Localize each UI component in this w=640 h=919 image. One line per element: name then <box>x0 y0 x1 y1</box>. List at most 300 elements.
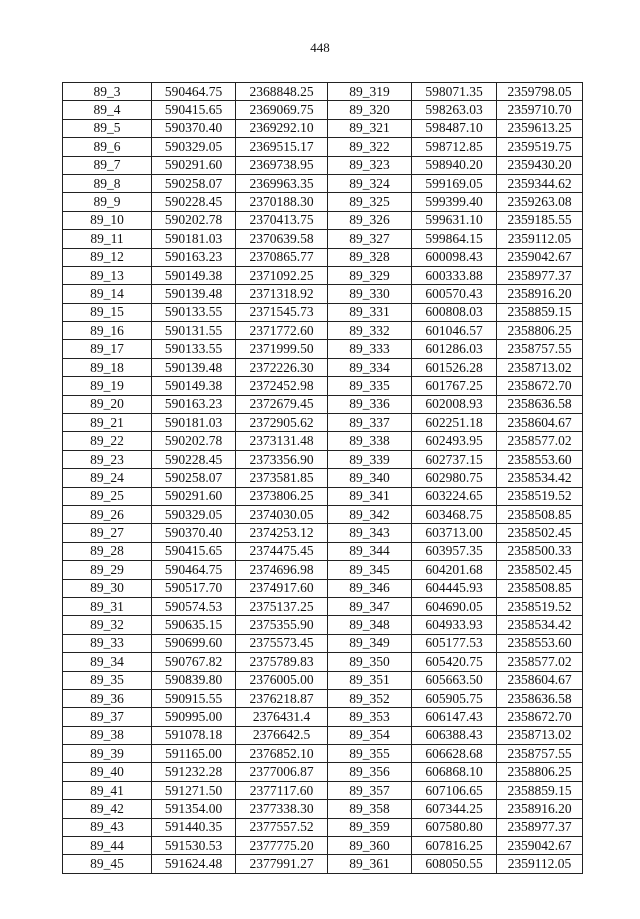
point-id-cell: 89_44 <box>63 837 152 855</box>
y-coordinate-cell: 2376852.10 <box>236 745 328 763</box>
x-coordinate-cell: 590139.48 <box>152 358 236 376</box>
y-coordinate-cell: 2358672.70 <box>497 708 583 726</box>
y-coordinate-cell: 2373581.85 <box>236 469 328 487</box>
point-id-cell: 89_31 <box>63 597 152 615</box>
point-id-cell: 89_319 <box>328 83 412 101</box>
x-coordinate-cell: 590517.70 <box>152 579 236 597</box>
y-coordinate-cell: 2372452.98 <box>236 377 328 395</box>
table-row <box>63 395 583 413</box>
y-coordinate-cell: 2377117.60 <box>236 781 328 799</box>
point-id-cell: 89_342 <box>328 505 412 523</box>
x-coordinate-cell: 590139.48 <box>152 285 236 303</box>
x-coordinate-cell: 603957.35 <box>412 542 497 560</box>
point-id-cell: 89_323 <box>328 156 412 174</box>
y-coordinate-cell: 2358508.85 <box>497 505 583 523</box>
y-coordinate-cell: 2375789.83 <box>236 653 328 671</box>
point-id-cell: 89_42 <box>63 800 152 818</box>
table-row <box>63 248 583 266</box>
coordinates-table-body <box>63 83 583 874</box>
y-coordinate-cell: 2371772.60 <box>236 322 328 340</box>
y-coordinate-cell: 2359185.55 <box>497 211 583 229</box>
x-coordinate-cell: 590228.45 <box>152 450 236 468</box>
x-coordinate-cell: 598263.03 <box>412 101 497 119</box>
point-id-cell: 89_37 <box>63 708 152 726</box>
point-id-cell: 89_24 <box>63 469 152 487</box>
x-coordinate-cell: 606388.43 <box>412 726 497 744</box>
x-coordinate-cell: 602493.95 <box>412 432 497 450</box>
x-coordinate-cell: 590133.55 <box>152 340 236 358</box>
table-row <box>63 634 583 652</box>
point-id-cell: 89_5 <box>63 119 152 137</box>
x-coordinate-cell: 590228.45 <box>152 193 236 211</box>
y-coordinate-cell: 2358553.60 <box>497 450 583 468</box>
point-id-cell: 89_13 <box>63 266 152 284</box>
y-coordinate-cell: 2358534.42 <box>497 469 583 487</box>
y-coordinate-cell: 2358519.52 <box>497 597 583 615</box>
point-id-cell: 89_360 <box>328 837 412 855</box>
x-coordinate-cell: 590291.60 <box>152 487 236 505</box>
point-id-cell: 89_27 <box>63 524 152 542</box>
table-row <box>63 230 583 248</box>
x-coordinate-cell: 607816.25 <box>412 837 497 855</box>
table-row <box>63 689 583 707</box>
point-id-cell: 89_340 <box>328 469 412 487</box>
point-id-cell: 89_9 <box>63 193 152 211</box>
page-number: 448 <box>310 40 330 55</box>
point-id-cell: 89_14 <box>63 285 152 303</box>
point-id-cell: 89_349 <box>328 634 412 652</box>
y-coordinate-cell: 2358604.67 <box>497 671 583 689</box>
y-coordinate-cell: 2358508.85 <box>497 579 583 597</box>
table-row <box>63 101 583 119</box>
y-coordinate-cell: 2358502.45 <box>497 524 583 542</box>
y-coordinate-cell: 2377557.52 <box>236 818 328 836</box>
y-coordinate-cell: 2358534.42 <box>497 616 583 634</box>
y-coordinate-cell: 2359112.05 <box>497 230 583 248</box>
point-id-cell: 89_41 <box>63 781 152 799</box>
x-coordinate-cell: 602980.75 <box>412 469 497 487</box>
table-row <box>63 83 583 101</box>
x-coordinate-cell: 605420.75 <box>412 653 497 671</box>
y-coordinate-cell: 2359344.62 <box>497 174 583 192</box>
point-id-cell: 89_332 <box>328 322 412 340</box>
x-coordinate-cell: 590131.55 <box>152 322 236 340</box>
x-coordinate-cell: 590699.60 <box>152 634 236 652</box>
y-coordinate-cell: 2368848.25 <box>236 83 328 101</box>
point-id-cell: 89_345 <box>328 561 412 579</box>
point-id-cell: 89_17 <box>63 340 152 358</box>
x-coordinate-cell: 604690.05 <box>412 597 497 615</box>
x-coordinate-cell: 590767.82 <box>152 653 236 671</box>
x-coordinate-cell: 598071.35 <box>412 83 497 101</box>
table-row <box>63 119 583 137</box>
x-coordinate-cell: 604445.93 <box>412 579 497 597</box>
table-row <box>63 432 583 450</box>
table-row <box>63 487 583 505</box>
x-coordinate-cell: 602737.15 <box>412 450 497 468</box>
y-coordinate-cell: 2372226.30 <box>236 358 328 376</box>
y-coordinate-cell: 2377006.87 <box>236 763 328 781</box>
point-id-cell: 89_333 <box>328 340 412 358</box>
x-coordinate-cell: 598712.85 <box>412 138 497 156</box>
y-coordinate-cell: 2359710.70 <box>497 101 583 119</box>
y-coordinate-cell: 2374917.60 <box>236 579 328 597</box>
y-coordinate-cell: 2358713.02 <box>497 358 583 376</box>
y-coordinate-cell: 2358757.55 <box>497 745 583 763</box>
y-coordinate-cell: 2358502.45 <box>497 561 583 579</box>
y-coordinate-cell: 2358916.20 <box>497 285 583 303</box>
x-coordinate-cell: 607580.80 <box>412 818 497 836</box>
point-id-cell: 89_23 <box>63 450 152 468</box>
point-id-cell: 89_33 <box>63 634 152 652</box>
point-id-cell: 89_344 <box>328 542 412 560</box>
table-row <box>63 469 583 487</box>
table-row <box>63 818 583 836</box>
point-id-cell: 89_352 <box>328 689 412 707</box>
point-id-cell: 89_361 <box>328 855 412 873</box>
coordinates-table <box>62 82 583 874</box>
y-coordinate-cell: 2369515.17 <box>236 138 328 156</box>
x-coordinate-cell: 599399.40 <box>412 193 497 211</box>
point-id-cell: 89_40 <box>63 763 152 781</box>
table-row <box>63 616 583 634</box>
x-coordinate-cell: 601046.57 <box>412 322 497 340</box>
point-id-cell: 89_10 <box>63 211 152 229</box>
x-coordinate-cell: 591354.00 <box>152 800 236 818</box>
table-row <box>63 193 583 211</box>
point-id-cell: 89_16 <box>63 322 152 340</box>
point-id-cell: 89_36 <box>63 689 152 707</box>
point-id-cell: 89_359 <box>328 818 412 836</box>
y-coordinate-cell: 2358859.15 <box>497 781 583 799</box>
x-coordinate-cell: 605905.75 <box>412 689 497 707</box>
table-row <box>63 322 583 340</box>
table-row <box>63 303 583 321</box>
y-coordinate-cell: 2375355.90 <box>236 616 328 634</box>
y-coordinate-cell: 2374696.98 <box>236 561 328 579</box>
table-row <box>63 524 583 542</box>
point-id-cell: 89_29 <box>63 561 152 579</box>
y-coordinate-cell: 2377991.27 <box>236 855 328 873</box>
x-coordinate-cell: 590464.75 <box>152 83 236 101</box>
y-coordinate-cell: 2376431.4 <box>236 708 328 726</box>
y-coordinate-cell: 2373131.48 <box>236 432 328 450</box>
x-coordinate-cell: 604933.93 <box>412 616 497 634</box>
x-coordinate-cell: 606868.10 <box>412 763 497 781</box>
point-id-cell: 89_336 <box>328 395 412 413</box>
point-id-cell: 89_338 <box>328 432 412 450</box>
table-row <box>63 211 583 229</box>
table-row <box>63 450 583 468</box>
y-coordinate-cell: 2358916.20 <box>497 800 583 818</box>
x-coordinate-cell: 591232.28 <box>152 763 236 781</box>
y-coordinate-cell: 2376642.5 <box>236 726 328 744</box>
x-coordinate-cell: 590202.78 <box>152 432 236 450</box>
x-coordinate-cell: 608050.55 <box>412 855 497 873</box>
y-coordinate-cell: 2359430.20 <box>497 156 583 174</box>
y-coordinate-cell: 2372679.45 <box>236 395 328 413</box>
x-coordinate-cell: 591271.50 <box>152 781 236 799</box>
table-row <box>63 855 583 873</box>
x-coordinate-cell: 590149.38 <box>152 377 236 395</box>
point-id-cell: 89_341 <box>328 487 412 505</box>
y-coordinate-cell: 2377775.20 <box>236 837 328 855</box>
x-coordinate-cell: 598487.10 <box>412 119 497 137</box>
point-id-cell: 89_20 <box>63 395 152 413</box>
point-id-cell: 89_12 <box>63 248 152 266</box>
point-id-cell: 89_354 <box>328 726 412 744</box>
point-id-cell: 89_34 <box>63 653 152 671</box>
y-coordinate-cell: 2358859.15 <box>497 303 583 321</box>
x-coordinate-cell: 601767.25 <box>412 377 497 395</box>
point-id-cell: 89_7 <box>63 156 152 174</box>
table-row <box>63 781 583 799</box>
x-coordinate-cell: 590181.03 <box>152 230 236 248</box>
y-coordinate-cell: 2372905.62 <box>236 414 328 432</box>
point-id-cell: 89_328 <box>328 248 412 266</box>
x-coordinate-cell: 607344.25 <box>412 800 497 818</box>
table-row <box>63 340 583 358</box>
x-coordinate-cell: 590258.07 <box>152 469 236 487</box>
x-coordinate-cell: 591165.00 <box>152 745 236 763</box>
x-coordinate-cell: 590839.80 <box>152 671 236 689</box>
y-coordinate-cell: 2370865.77 <box>236 248 328 266</box>
point-id-cell: 89_348 <box>328 616 412 634</box>
x-coordinate-cell: 599631.10 <box>412 211 497 229</box>
y-coordinate-cell: 2358519.52 <box>497 487 583 505</box>
table-row <box>63 542 583 560</box>
table-row <box>63 414 583 432</box>
y-coordinate-cell: 2358977.37 <box>497 818 583 836</box>
point-id-cell: 89_18 <box>63 358 152 376</box>
y-coordinate-cell: 2358636.58 <box>497 395 583 413</box>
y-coordinate-cell: 2374030.05 <box>236 505 328 523</box>
y-coordinate-cell: 2358806.25 <box>497 322 583 340</box>
point-id-cell: 89_322 <box>328 138 412 156</box>
x-coordinate-cell: 604201.68 <box>412 561 497 579</box>
point-id-cell: 89_320 <box>328 101 412 119</box>
point-id-cell: 89_30 <box>63 579 152 597</box>
x-coordinate-cell: 590329.05 <box>152 138 236 156</box>
point-id-cell: 89_39 <box>63 745 152 763</box>
x-coordinate-cell: 605177.53 <box>412 634 497 652</box>
x-coordinate-cell: 603224.65 <box>412 487 497 505</box>
y-coordinate-cell: 2358636.58 <box>497 689 583 707</box>
y-coordinate-cell: 2359042.67 <box>497 248 583 266</box>
y-coordinate-cell: 2369292.10 <box>236 119 328 137</box>
point-id-cell: 89_346 <box>328 579 412 597</box>
y-coordinate-cell: 2375573.45 <box>236 634 328 652</box>
y-coordinate-cell: 2358806.25 <box>497 763 583 781</box>
x-coordinate-cell: 590995.00 <box>152 708 236 726</box>
x-coordinate-cell: 590181.03 <box>152 414 236 432</box>
point-id-cell: 89_337 <box>328 414 412 432</box>
y-coordinate-cell: 2359519.75 <box>497 138 583 156</box>
x-coordinate-cell: 590133.55 <box>152 303 236 321</box>
x-coordinate-cell: 602251.18 <box>412 414 497 432</box>
x-coordinate-cell: 590329.05 <box>152 505 236 523</box>
x-coordinate-cell: 600098.43 <box>412 248 497 266</box>
y-coordinate-cell: 2370413.75 <box>236 211 328 229</box>
point-id-cell: 89_8 <box>63 174 152 192</box>
table-row <box>63 837 583 855</box>
y-coordinate-cell: 2358553.60 <box>497 634 583 652</box>
y-coordinate-cell: 2377338.30 <box>236 800 328 818</box>
table-row <box>63 579 583 597</box>
point-id-cell: 89_358 <box>328 800 412 818</box>
table-row <box>63 285 583 303</box>
table-row <box>63 266 583 284</box>
y-coordinate-cell: 2374475.45 <box>236 542 328 560</box>
x-coordinate-cell: 591530.53 <box>152 837 236 855</box>
x-coordinate-cell: 591624.48 <box>152 855 236 873</box>
table-row <box>63 156 583 174</box>
table-row <box>63 708 583 726</box>
y-coordinate-cell: 2358757.55 <box>497 340 583 358</box>
x-coordinate-cell: 590574.53 <box>152 597 236 615</box>
point-id-cell: 89_347 <box>328 597 412 615</box>
point-id-cell: 89_339 <box>328 450 412 468</box>
x-coordinate-cell: 606147.43 <box>412 708 497 726</box>
y-coordinate-cell: 2369738.95 <box>236 156 328 174</box>
table-row <box>63 653 583 671</box>
x-coordinate-cell: 599169.05 <box>412 174 497 192</box>
x-coordinate-cell: 590915.55 <box>152 689 236 707</box>
y-coordinate-cell: 2358977.37 <box>497 266 583 284</box>
point-id-cell: 89_351 <box>328 671 412 689</box>
y-coordinate-cell: 2359112.05 <box>497 855 583 873</box>
point-id-cell: 89_356 <box>328 763 412 781</box>
x-coordinate-cell: 590149.38 <box>152 266 236 284</box>
x-coordinate-cell: 590202.78 <box>152 211 236 229</box>
x-coordinate-cell: 590291.60 <box>152 156 236 174</box>
point-id-cell: 89_334 <box>328 358 412 376</box>
point-id-cell: 89_321 <box>328 119 412 137</box>
x-coordinate-cell: 598940.20 <box>412 156 497 174</box>
point-id-cell: 89_35 <box>63 671 152 689</box>
x-coordinate-cell: 602008.93 <box>412 395 497 413</box>
y-coordinate-cell: 2359263.08 <box>497 193 583 211</box>
x-coordinate-cell: 590635.15 <box>152 616 236 634</box>
x-coordinate-cell: 603713.00 <box>412 524 497 542</box>
x-coordinate-cell: 590370.40 <box>152 524 236 542</box>
point-id-cell: 89_26 <box>63 505 152 523</box>
x-coordinate-cell: 590464.75 <box>152 561 236 579</box>
y-coordinate-cell: 2359042.67 <box>497 837 583 855</box>
x-coordinate-cell: 607106.65 <box>412 781 497 799</box>
point-id-cell: 89_343 <box>328 524 412 542</box>
table-row <box>63 763 583 781</box>
point-id-cell: 89_357 <box>328 781 412 799</box>
point-id-cell: 89_11 <box>63 230 152 248</box>
y-coordinate-cell: 2371545.73 <box>236 303 328 321</box>
point-id-cell: 89_43 <box>63 818 152 836</box>
table-row <box>63 138 583 156</box>
y-coordinate-cell: 2376005.00 <box>236 671 328 689</box>
table-row <box>63 174 583 192</box>
table-row <box>63 561 583 579</box>
x-coordinate-cell: 600570.43 <box>412 285 497 303</box>
x-coordinate-cell: 601286.03 <box>412 340 497 358</box>
x-coordinate-cell: 600333.88 <box>412 266 497 284</box>
x-coordinate-cell: 591078.18 <box>152 726 236 744</box>
y-coordinate-cell: 2370639.58 <box>236 230 328 248</box>
y-coordinate-cell: 2373806.25 <box>236 487 328 505</box>
x-coordinate-cell: 590415.65 <box>152 542 236 560</box>
y-coordinate-cell: 2358604.67 <box>497 414 583 432</box>
y-coordinate-cell: 2371092.25 <box>236 266 328 284</box>
point-id-cell: 89_28 <box>63 542 152 560</box>
point-id-cell: 89_6 <box>63 138 152 156</box>
y-coordinate-cell: 2370188.30 <box>236 193 328 211</box>
y-coordinate-cell: 2375137.25 <box>236 597 328 615</box>
point-id-cell: 89_21 <box>63 414 152 432</box>
y-coordinate-cell: 2376218.87 <box>236 689 328 707</box>
y-coordinate-cell: 2358577.02 <box>497 432 583 450</box>
table-row <box>63 358 583 376</box>
point-id-cell: 89_350 <box>328 653 412 671</box>
point-id-cell: 89_45 <box>63 855 152 873</box>
point-id-cell: 89_38 <box>63 726 152 744</box>
y-coordinate-cell: 2358713.02 <box>497 726 583 744</box>
point-id-cell: 89_15 <box>63 303 152 321</box>
y-coordinate-cell: 2371999.50 <box>236 340 328 358</box>
point-id-cell: 89_327 <box>328 230 412 248</box>
x-coordinate-cell: 590163.23 <box>152 248 236 266</box>
point-id-cell: 89_22 <box>63 432 152 450</box>
y-coordinate-cell: 2358672.70 <box>497 377 583 395</box>
table-row <box>63 745 583 763</box>
x-coordinate-cell: 590163.23 <box>152 395 236 413</box>
point-id-cell: 89_325 <box>328 193 412 211</box>
point-id-cell: 89_3 <box>63 83 152 101</box>
y-coordinate-cell: 2359798.05 <box>497 83 583 101</box>
x-coordinate-cell: 603468.75 <box>412 505 497 523</box>
y-coordinate-cell: 2369069.75 <box>236 101 328 119</box>
x-coordinate-cell: 606628.68 <box>412 745 497 763</box>
point-id-cell: 89_330 <box>328 285 412 303</box>
x-coordinate-cell: 600808.03 <box>412 303 497 321</box>
y-coordinate-cell: 2373356.90 <box>236 450 328 468</box>
y-coordinate-cell: 2358500.33 <box>497 542 583 560</box>
table-row <box>63 597 583 615</box>
point-id-cell: 89_4 <box>63 101 152 119</box>
table-row <box>63 800 583 818</box>
y-coordinate-cell: 2374253.12 <box>236 524 328 542</box>
table-row <box>63 377 583 395</box>
y-coordinate-cell: 2369963.35 <box>236 174 328 192</box>
point-id-cell: 89_331 <box>328 303 412 321</box>
x-coordinate-cell: 590370.40 <box>152 119 236 137</box>
x-coordinate-cell: 590258.07 <box>152 174 236 192</box>
point-id-cell: 89_353 <box>328 708 412 726</box>
y-coordinate-cell: 2359613.25 <box>497 119 583 137</box>
y-coordinate-cell: 2358577.02 <box>497 653 583 671</box>
point-id-cell: 89_25 <box>63 487 152 505</box>
point-id-cell: 89_324 <box>328 174 412 192</box>
x-coordinate-cell: 601526.28 <box>412 358 497 376</box>
x-coordinate-cell: 590415.65 <box>152 101 236 119</box>
table-row <box>63 671 583 689</box>
point-id-cell: 89_355 <box>328 745 412 763</box>
x-coordinate-cell: 599864.15 <box>412 230 497 248</box>
point-id-cell: 89_32 <box>63 616 152 634</box>
x-coordinate-cell: 605663.50 <box>412 671 497 689</box>
point-id-cell: 89_335 <box>328 377 412 395</box>
x-coordinate-cell: 591440.35 <box>152 818 236 836</box>
point-id-cell: 89_326 <box>328 211 412 229</box>
point-id-cell: 89_19 <box>63 377 152 395</box>
